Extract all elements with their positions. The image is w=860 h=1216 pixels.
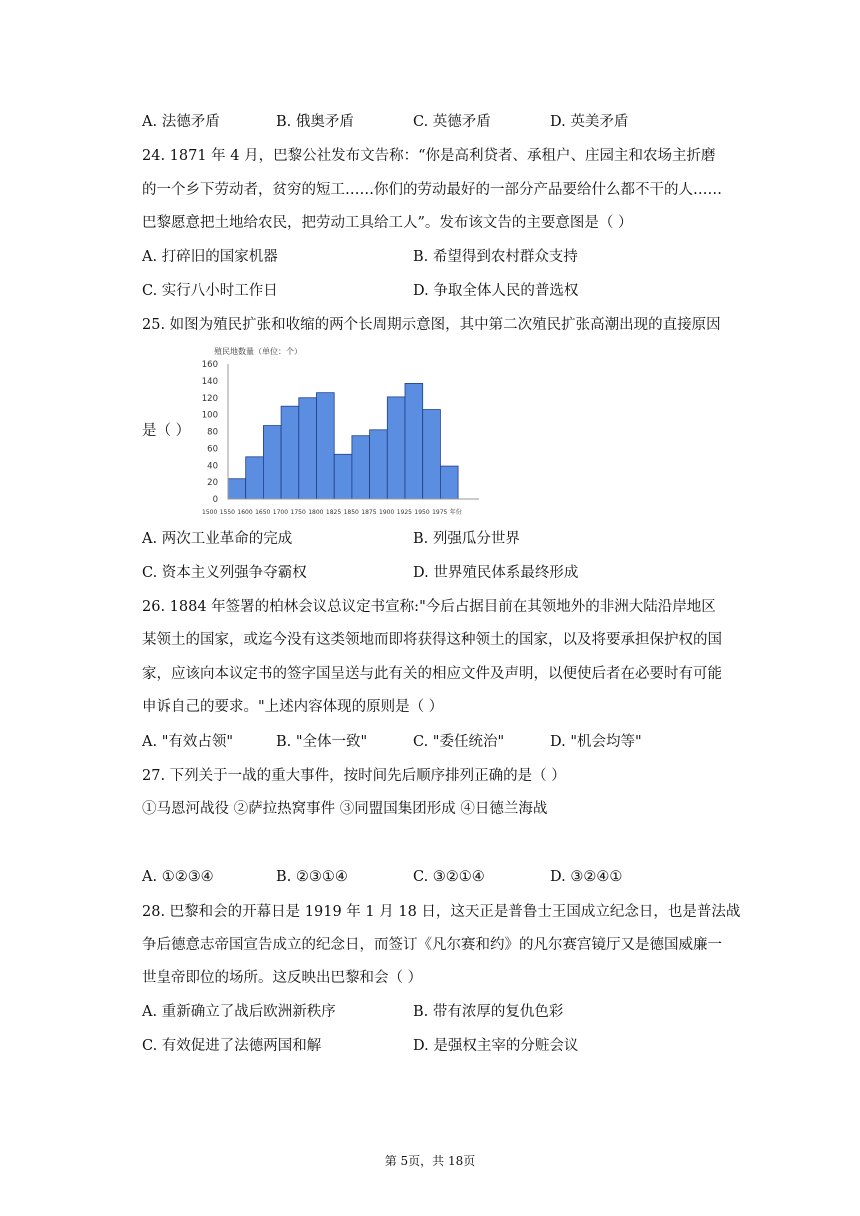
bar-1825 — [352, 436, 370, 499]
y-tick-label: 100 — [201, 410, 218, 421]
q23-option-a: A. 法德矛盾 — [142, 114, 220, 130]
chart-title: 殖民地数量（单位：个） — [214, 347, 302, 356]
q23-option-b: B. 俄奥矛盾 — [276, 114, 354, 130]
q26-option-d: D. "机会均等" — [550, 734, 642, 750]
q26-stem-line4: 申诉自己的要求。"上述内容体现的原则是（ ） — [142, 699, 444, 715]
colony-count-bar-chart — [196, 342, 496, 520]
q24-option-d: D. 争取全体人民的普选权 — [413, 283, 579, 299]
q26-option-c: C. "委任统治" — [413, 734, 505, 750]
q24-option-a: A. 打碎旧的国家机器 — [142, 249, 278, 265]
bar-1700 — [299, 398, 317, 499]
x-tick-label: 1825 — [325, 509, 342, 516]
x-tick-label: 1900 — [379, 509, 395, 516]
x-tick-label: 1550 — [219, 509, 235, 516]
q26-stem-line2: 某领土的国家，或迄今没有这类领地而即将获得这种领土的国家，以及将要承担保护权的国 — [142, 632, 722, 648]
q26-stem-line3: 家，应该向本议定书的签字国呈送与此有关的相应文件及声明，以便使后者在必要时有可能 — [142, 666, 722, 682]
y-tick-label: 20 — [207, 478, 218, 489]
q25-option-a: A. 两次工业革命的完成 — [142, 531, 293, 547]
q28-option-b: B. 带有浓厚的复仇色彩 — [413, 1004, 564, 1020]
q25-option-d: D. 世界殖民体系最终形成 — [413, 565, 579, 581]
bar-1850 — [370, 430, 388, 499]
q24-option-c: C. 实行八小时工作日 — [142, 283, 278, 299]
q25-stem-line2: 是（ ） — [142, 423, 191, 439]
q26-option-a: A. "有效占领" — [142, 734, 234, 750]
x-tick-label: 1925 — [396, 509, 412, 516]
q26-option-b: B. "全体一致" — [276, 734, 368, 750]
q28-stem-line1: 28. 巴黎和会的开幕日是 1919 年 1 月 18 日，这天正是普鲁士王国成立纪念日，也是普法战 — [142, 904, 741, 920]
q25-stem-line1: 25. 如图为殖民扩张和收缩的两个长周期示意图，其中第二次殖民扩张高潮出现的直接原因 — [142, 317, 721, 333]
x-tick-label: 1975 — [432, 509, 448, 516]
q28-option-d: D. 是强权主宰的分赃会议 — [413, 1038, 579, 1054]
x-tick-label: 1500 — [202, 509, 218, 516]
q24-option-b: B. 希望得到农村群众支持 — [413, 249, 578, 265]
x-tick-label: 1700 — [272, 509, 289, 516]
q24-stem-line3: 巴黎愿意把土地给农民，把劳动工具给工人”。发布该文告的主要意图是（ ） — [142, 215, 633, 231]
q27-option-d: D. ③②④① — [550, 869, 623, 885]
y-tick-label: 140 — [201, 376, 218, 387]
y-tick-label: 40 — [207, 461, 218, 472]
bar-1875 — [387, 397, 405, 499]
x-axis-ticks — [202, 508, 462, 516]
q23-option-d: D. 英美矛盾 — [550, 114, 629, 130]
bar-1800 — [334, 454, 352, 499]
y-tick-label: 80 — [207, 427, 218, 438]
bar-1750 — [317, 393, 335, 499]
q28-stem-line2: 争后德意志帝国宣告成立的纪念日，而签订《凡尔赛和约》的凡尔赛宫镜厅又是德国威廉一 — [142, 937, 722, 953]
chart-bars — [228, 383, 458, 499]
bar-1925 — [423, 410, 441, 499]
q28-option-c: C. 有效促进了法德两国和解 — [142, 1038, 322, 1054]
q24-stem-line2: 的一个乡下劳动者，贫穷的短工……你们的劳动最好的一部分产品要给什么都不干的人…… — [142, 182, 722, 198]
y-axis-ticks — [202, 360, 218, 505]
q25-option-c: C. 资本主义列强争夺霸权 — [142, 565, 307, 581]
x-tick-label: 1650 — [255, 509, 271, 516]
x-tick-label: 1875 — [361, 509, 377, 516]
x-tick-label: 1750 — [290, 509, 306, 516]
x-tick-label: 年份 — [449, 509, 462, 516]
x-tick-label: 1850 — [343, 509, 359, 516]
q23-option-c: C. 英德矛盾 — [413, 114, 491, 130]
q28-option-a: A. 重新确立了战后欧洲新秩序 — [142, 1004, 336, 1020]
q27-option-c: C. ③②①④ — [413, 869, 485, 885]
bar-1650 — [281, 406, 299, 499]
y-tick-label: 0 — [212, 495, 218, 505]
q25-option-b: B. 列强瓜分世界 — [413, 531, 520, 547]
y-tick-label: 120 — [201, 393, 218, 404]
bar-1500 — [228, 479, 246, 499]
q28-stem-line3: 世皇帝即位的场所。这反映出巴黎和会（ ） — [142, 970, 423, 986]
bar-1950 — [440, 466, 458, 499]
q27-option-a: A. ①②③④ — [142, 869, 214, 885]
x-tick-label: 1600 — [237, 509, 253, 516]
q26-stem-line1: 26. 1884 年签署的柏林会议总议定书宣称:"今后占据目前在其领地外的非洲大陆沿岸地区 — [142, 599, 716, 615]
y-tick-label: 60 — [207, 444, 218, 455]
bar-1600 — [263, 426, 281, 499]
q27-stem-line2: ①马恩河战役 ②萨拉热窝事件 ③同盟国集团形成 ④日德兰海战 — [142, 801, 548, 817]
bar-1550 — [246, 457, 264, 499]
x-tick-label: 1800 — [308, 509, 324, 516]
q27-stem-line1: 27. 下列关于一战的重大事件，按时间先后顺序排列正确的是（ ） — [142, 768, 566, 784]
y-tick-label: 160 — [201, 360, 218, 370]
q27-option-b: B. ②③①④ — [276, 869, 348, 885]
bar-1900 — [405, 383, 423, 499]
page-footer: 第 5页，共 18页 — [384, 1154, 476, 1168]
q24-stem-line1: 24. 1871 年 4 月，巴黎公社发布文告称：“你是高利贷者、承租户、庄园主和农场主折磨 — [142, 148, 716, 164]
x-tick-label: 1950 — [414, 509, 430, 516]
